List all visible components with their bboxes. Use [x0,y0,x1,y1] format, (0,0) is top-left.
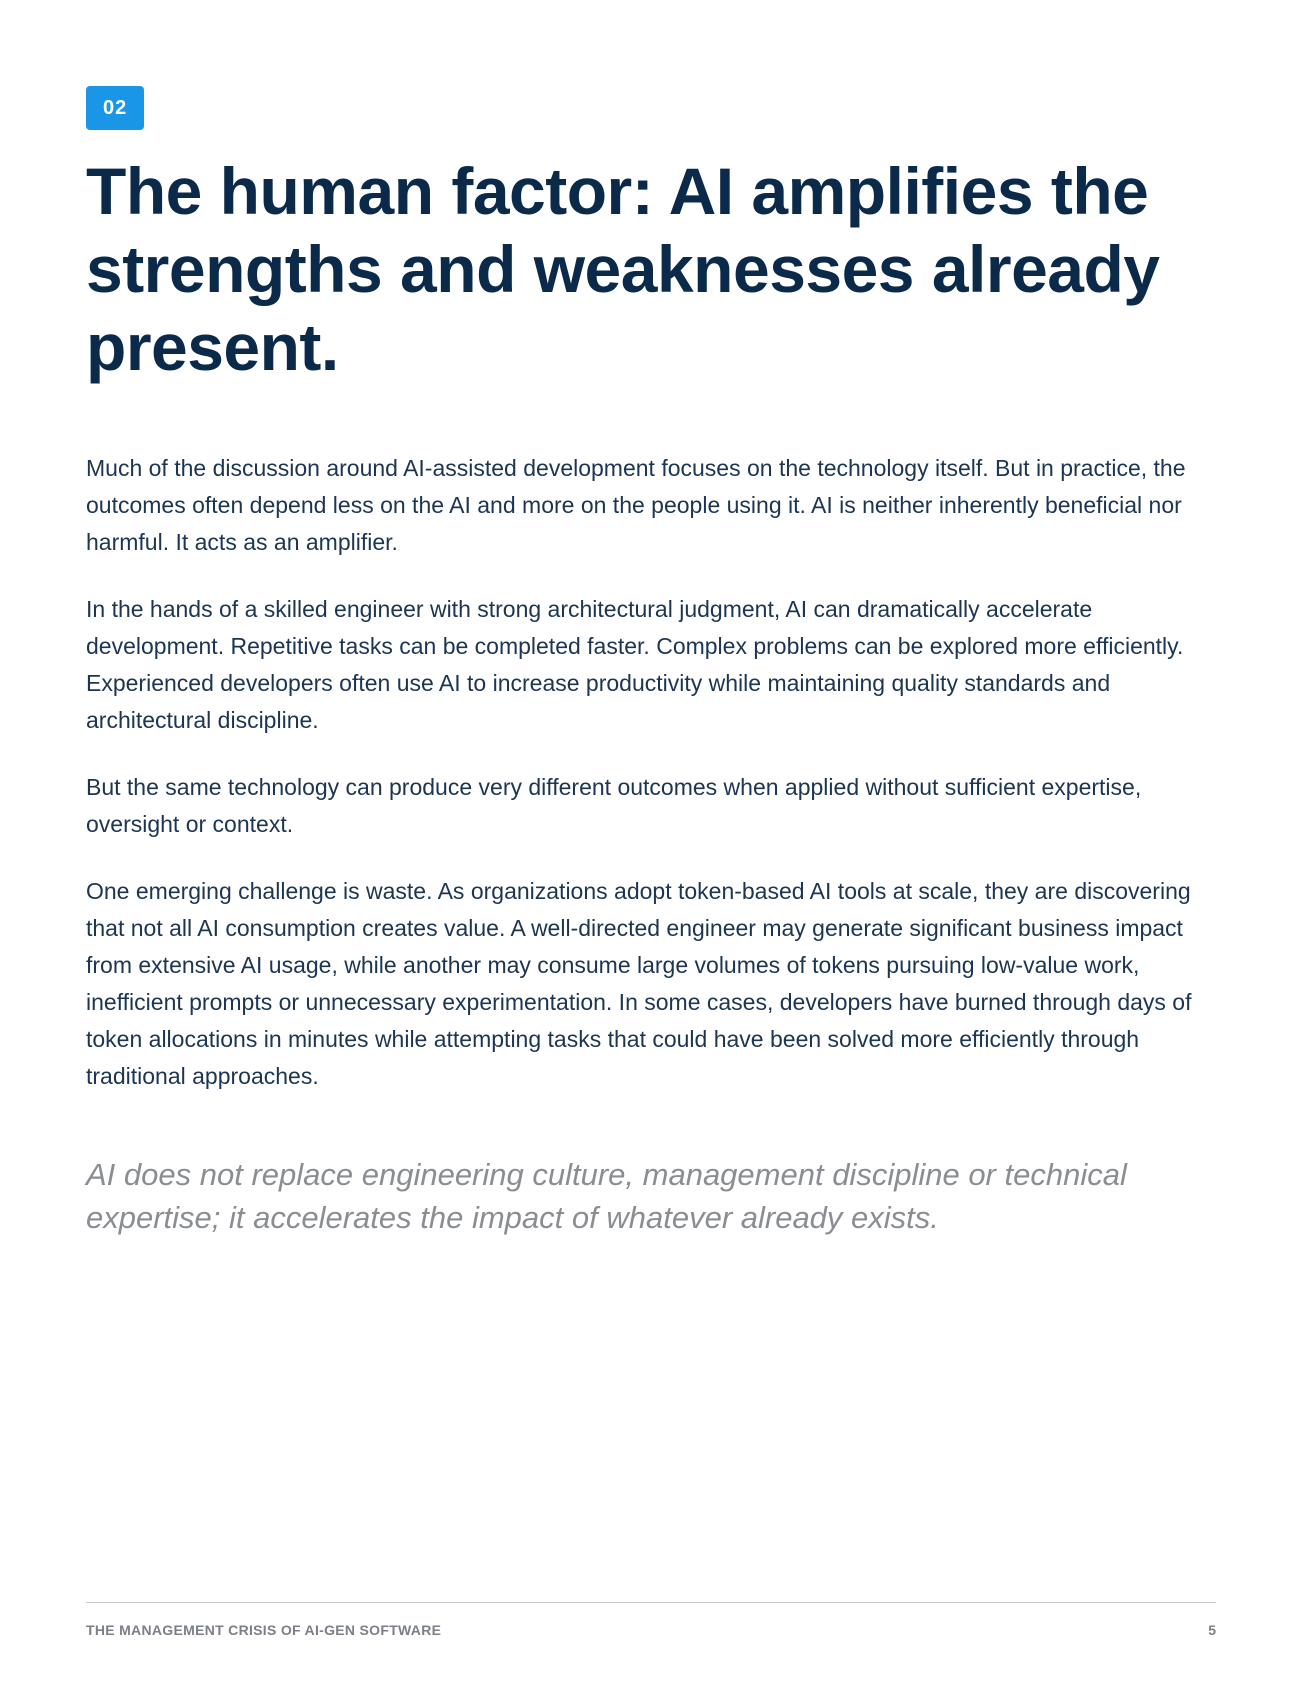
page-content [86,86,1216,1239]
body-paragraph-1: Much of the discussion around AI-assisted development focuses on the technology itself. But in practice, the outcomes often depend less on the AI and more on the people using it. AI is neither inherently beneficial nor harmful. It acts as an amplifier. [86,455,1186,555]
section-number-badge: 02 [86,86,144,130]
footer-page-number: 5 [1208,1622,1216,1638]
body-paragraph-2: In the hands of a skilled engineer with strong architectural judgment, AI can dramatically accelerate development. Repetitive tasks can be completed faster. Complex problems can be explored more efficiently. Experienced developers often use AI to increase productivity while maintaining quality standards and architectural discipline. [86,596,1184,733]
footer-divider [86,1602,1216,1603]
body-paragraph-4: One emerging challenge is waste. As organizations adopt token-based AI tools at scale, they are discovering that not all AI consumption creates value. A well-directed engineer may generate significant business impact from extensive AI usage, while another may consume large volumes of tokens pursuing low-value work, inefficient prompts or unnecessary experimentation. In some cases, developers have burned through days of token allocations in minutes while attempting tasks that could have been solved more efficiently through traditional approaches. [86,878,1192,1089]
body-text [86,450,1216,1095]
pull-quote: AI does not replace engineering culture, management discipline or technical expertise; it accelerates the impact of whatever already exists. [86,1157,1127,1235]
body-paragraph-3: But the same technology can produce very different outcomes when applied without sufficient expertise, oversight or context. [86,774,1142,837]
footer-document-title: THE MANAGEMENT CRISIS OF AI-GEN SOFTWARE [86,1622,442,1638]
section-title: The human factor: AI amplifies the strengths and weaknesses already present. [86,154,1160,384]
